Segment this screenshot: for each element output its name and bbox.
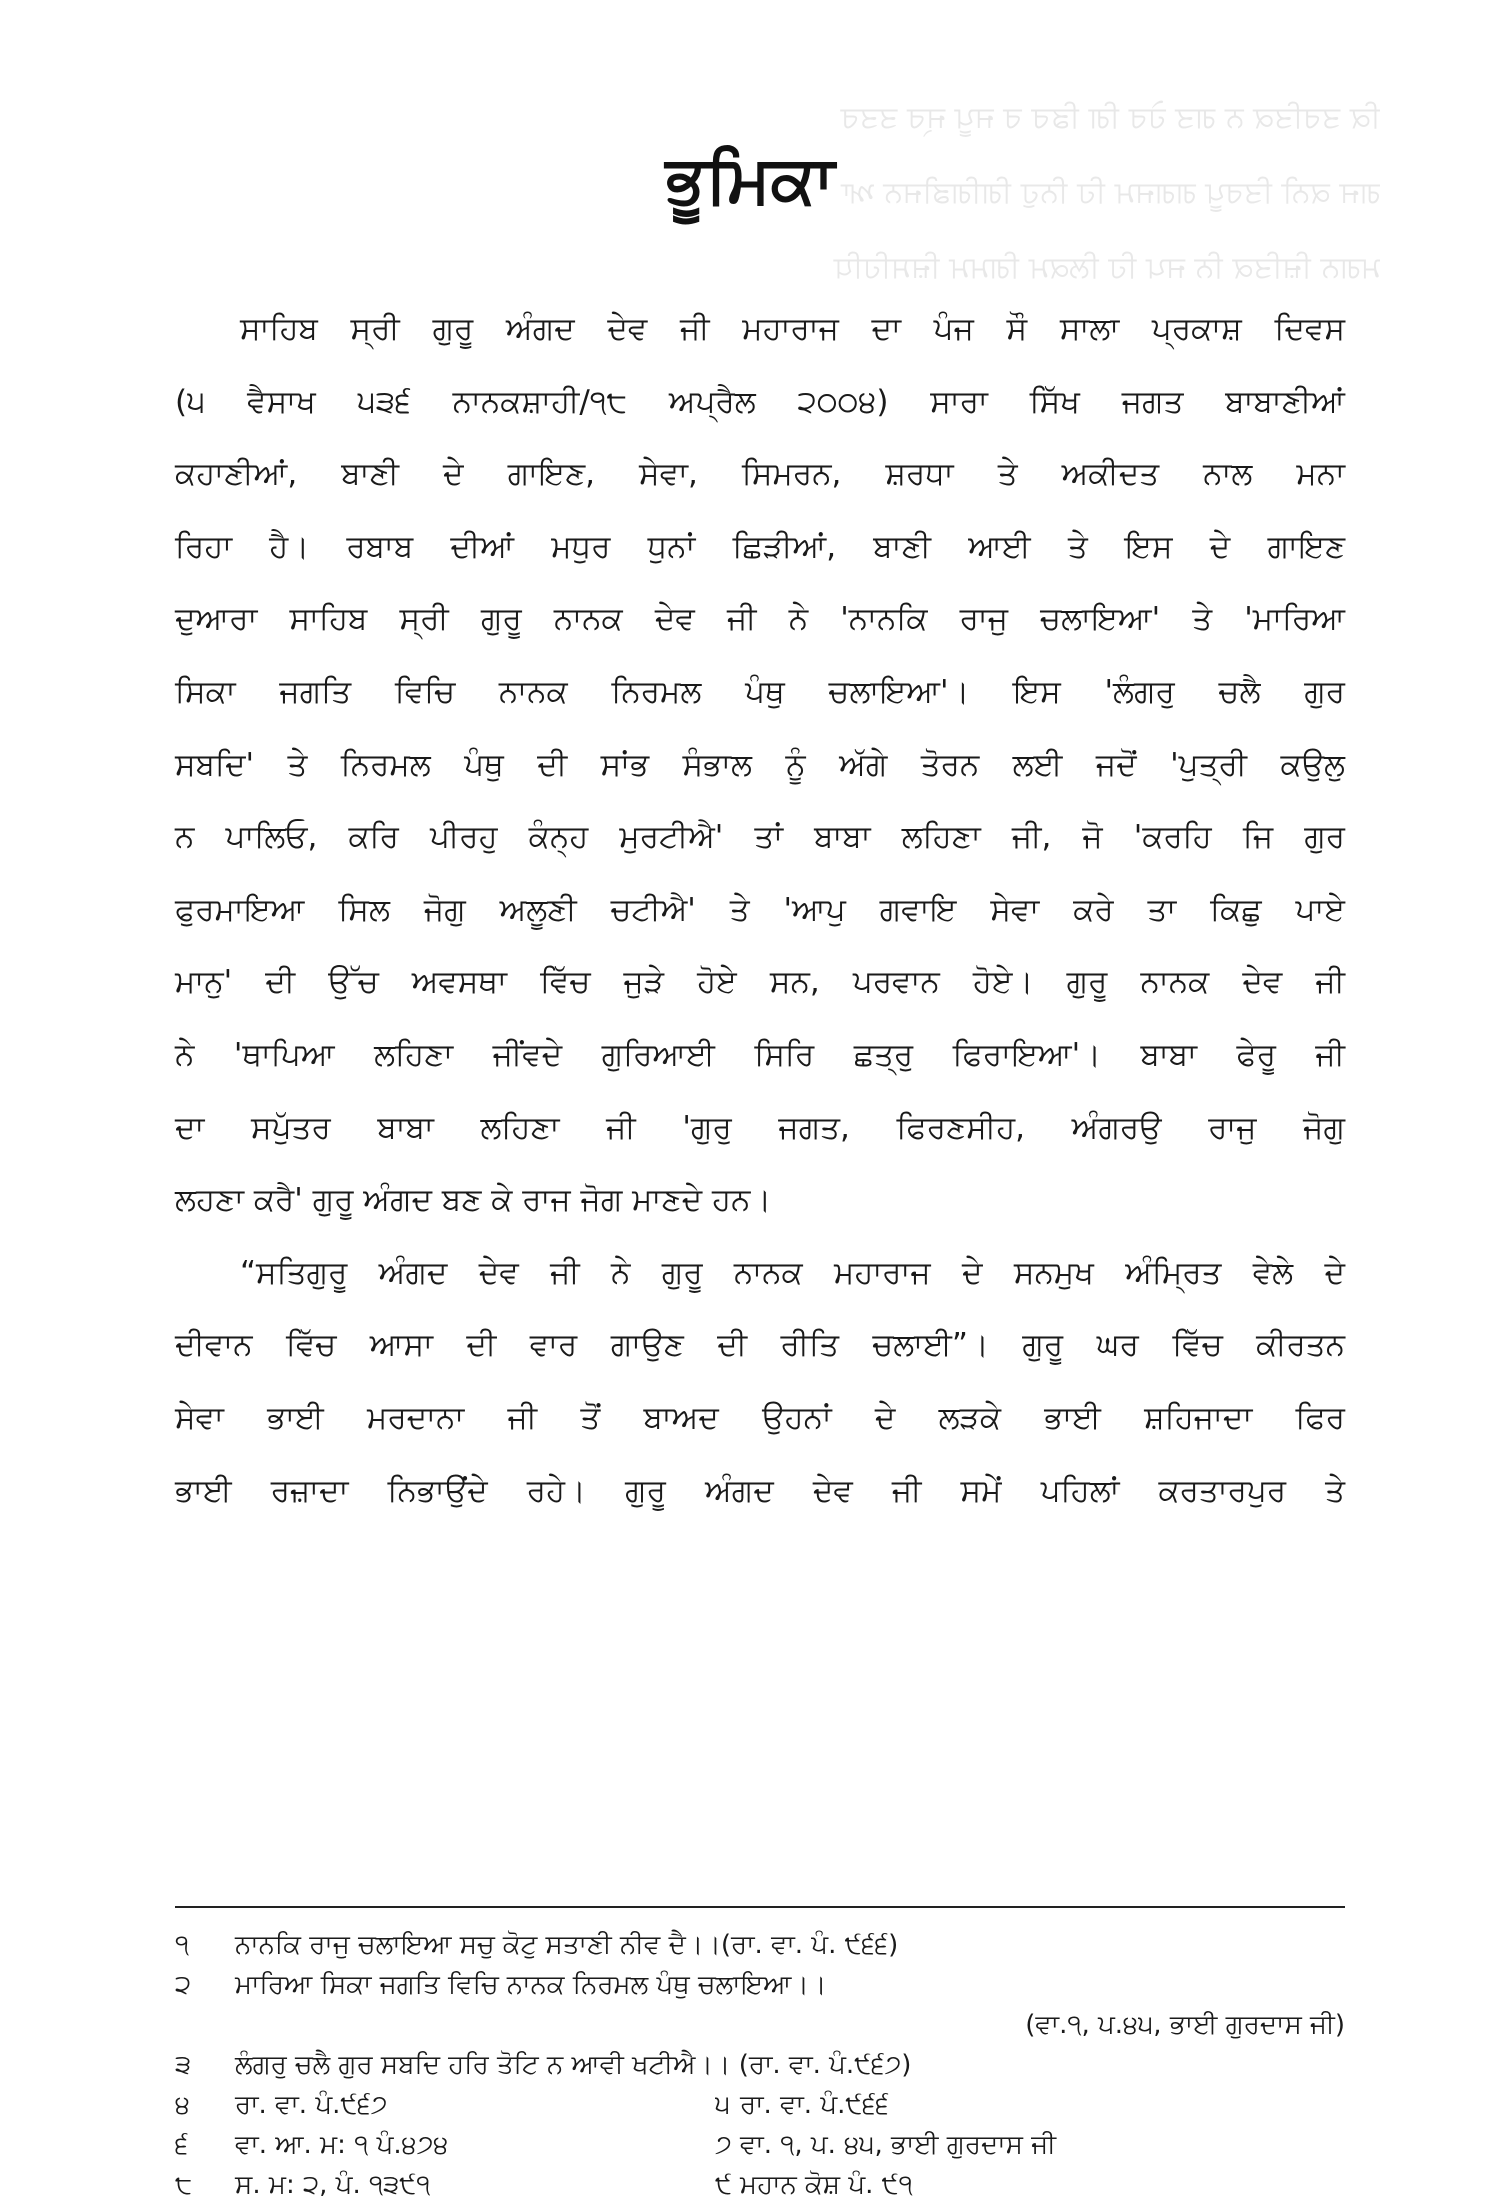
body-line: ਸੇਵਾ ਭਾਈ ਮਰਦਾਨਾ ਜੀ ਤੋਂ ਬਾਅਦ ਉਹਨਾਂ ਦੇ ਲੜਕੇ ਭਾਈ ਸ਼ਹਿਜਾਦਾ ਫਿਰ — [175, 1399, 1345, 1436]
footnote-number: ੯ — [715, 2170, 733, 2200]
footnote-number: ੭ — [715, 2130, 732, 2160]
body-line: ਸਾਹਿਬ ਸ੍ਰੀ ਗੁਰੂ ਅੰਗਦ ਦੇਵ ਜੀ ਮਹਾਰਾਜ ਦਾ ਪੰਜ ਸੌ ਸਾਲਾ ਪ੍ਰਕਾਸ਼ ਦਿਵਸ — [240, 311, 1345, 347]
body-line: “ਸਤਿਗੁਰੂ ਅੰਗਦ ਦੇਵ ਜੀ ਨੇ ਗੁਰੂ ਨਾਨਕ ਮਹਾਰਾਜ ਦੇ ਸਨਮੁਖ ਅੰਮ੍ਰਿਤ ਵੇਲੇ ਦੇ — [240, 1254, 1345, 1291]
body-line: ਭਾਈ ਰਜ਼ਾਦਾ ਨਿਭਾਉਂਦੇ ਰਹੇ। ਗੁਰੂ ਅੰਗਦ ਦੇਵ ਜੀ ਸਮੇਂ ਪਹਿਲਾਂ ਕਰਤਾਰਪੁਰ ਤੇ — [175, 1472, 1345, 1509]
footnote-number: ੨ — [175, 1970, 192, 2000]
footnote-7 — [715, 2125, 1056, 2165]
footnote-3 — [175, 2045, 1345, 2085]
body-line: ਸਿਕਾ ਜਗਤਿ ਵਿਚਿ ਨਾਨਕ ਨਿਰਮਲ ਪੰਥੁ ਚਲਾਇਆ'। ਇਸ 'ਲੰਗਰੁ ਚਲੈ ਗੁਰ — [175, 673, 1345, 710]
footnote-number: ੮ — [175, 2170, 193, 2200]
body-line: ਫੁਰਮਾਇਆ ਸਿਲ ਜੋਗੁ ਅਲੂਣੀ ਚਟੀਐ' ਤੇ 'ਆਪੁ ਗਵਾਇ ਸੇਵਾ ਕਰੇ ਤਾ ਕਿਛੁ ਪਾਏ — [175, 891, 1345, 928]
footnote-number: ੩ — [175, 2050, 192, 2080]
footnote-row-6-7 — [175, 2125, 1345, 2165]
footnote-9 — [715, 2165, 913, 2205]
footnote-text: ਵਾ. ੧, ਪ. ੪੫, ਭਾਈ ਗੁਰਦਾਸ ਜੀ — [740, 2130, 1057, 2160]
footnote-text: ਨਾਨਕਿ ਰਾਜੁ ਚਲਾਇਆ ਸਚੁ ਕੋਟੁ ਸਤਾਣੀ ਨੀਵ ਦੈ।।(ਰਾ. ਵਾ. ਪੰ. ੯੬੬) — [235, 1930, 899, 1960]
body-line: ਦੀਵਾਨ ਵਿੱਚ ਆਸਾ ਦੀ ਵਾਰ ਗਾਉਣ ਦੀ ਰੀਤਿ ਚਲਾਈ”। ਗੁਰੂ ਘਰ ਵਿੱਚ ਕੀਰਤਨ — [175, 1327, 1345, 1364]
body-line: ਦੁਆਰਾ ਸਾਹਿਬ ਸ੍ਰੀ ਗੁਰੂ ਨਾਨਕ ਦੇਵ ਜੀ ਨੇ 'ਨਾਨਕਿ ਰਾਜੁ ਚਲਾਇਆ' ਤੇ 'ਮਾਰਿਆ — [175, 601, 1345, 638]
footnote-text: ਮਹਾਨ ਕੋਸ਼ ਪੰ. ੯੧ — [740, 2170, 913, 2200]
footnote-text: ਰਾ. ਵਾ. ਪੰ.੯੬੭ — [235, 2090, 388, 2120]
footnotes — [175, 1925, 1345, 2205]
footnote-2 — [175, 1965, 1345, 2005]
body-line: (੫ ਵੈਸਾਖ ੫੩੬ ਨਾਨਕਸ਼ਾਹੀ/੧੮ ਅਪ੍ਰੈਲ ੨੦੦੪) ਸਾਰਾ ਸਿੱਖ ਜਗਤ ਬਾਬਾਣੀਆਂ — [175, 383, 1345, 420]
body-line: ਦਾ ਸਪੁੱਤਰ ਬਾਬਾ ਲਹਿਣਾ ਜੀ 'ਗੁਰੁ ਜਗਤ, ਫਿਰਣਸੀਹ, ਅੰਗਰਉ ਰਾਜੁ ਜੋਗੁ — [175, 1109, 1345, 1146]
body-line: ਮਾਨੁ' ਦੀ ਉੱਚ ਅਵਸਥਾ ਵਿੱਚ ਜੁੜੇ ਹੋਏ ਸਨ, ਪਰਵਾਨ ਹੋਏ। ਗੁਰੂ ਨਾਨਕ ਦੇਵ ਜੀ — [175, 964, 1345, 1001]
footnote-row-4-5 — [175, 2085, 1345, 2125]
bleed-line: ਕਿ ਤਰਤਿਕ ਨ ਗਤ ਹੇਰ ਗਿ ਡਿਰ ਰ ਜਪੂ ਜ੍ਰ ਤਤਰ — [840, 100, 1380, 135]
footnote-text: ਲੰਗਰੁ ਚਲੈ ਗੁਰ ਸਬਦਿ ਹਰਿ ਤੋਟਿ ਨ ਆਵੀ ਖਟੀਐ।। (ਰਾ. ਵਾ. ਪੰ.੯੬੭) — [235, 2050, 912, 2080]
footnote-number: ੫ — [715, 2090, 731, 2120]
footnote-row-8-9 — [175, 2165, 1345, 2205]
footnote-2-source — [175, 2005, 1345, 2045]
bleed-line: ਮਗਨ ਜ਼ਿਤਿਕ ਨਿ ਜਪ ਹਿ ਲਿਕਮ ਗਿਮਮ ਜ਼ਿਸਹਿਧਿ — [833, 250, 1380, 285]
body-line: ਨੇ 'ਥਾਪਿਆ ਲਹਿਣਾ ਜੀਂਵਦੇ ਗੁਰਿਆਈ ਸਿਰਿ ਛਤ੍ਰੁ ਫਿਰਾਇਆ'। ਬਾਬਾ ਫੇਰੂ ਜੀ — [175, 1036, 1345, 1073]
footnote-divider — [175, 1906, 1345, 1908]
footnote-1 — [175, 1925, 1345, 1965]
footnote-source: (ਵਾ.੧, ਪ.੪੫, ਭਾਈ ਗੁਰਦਾਸ ਜੀ) — [1025, 2010, 1345, 2040]
footnote-text: ਮਾਰਿਆ ਸਿਕਾ ਜਗਤਿ ਵਿਚਿ ਨਾਨਕ ਨਿਰਮਲ ਪੰਥੁ ਚਲਾਇਆ।। — [235, 1970, 827, 2000]
body-line: ਸਬਦਿ' ਤੇ ਨਿਰਮਲ ਪੰਥੁ ਦੀ ਸਾਂਭ ਸੰਭਾਲ ਨੂੰ ਅੱਗੇ ਤੋਰਨ ਲਈ ਜਦੋਂ 'ਪੁਤ੍ਰੀ ਕਉਲੁ — [175, 746, 1345, 783]
body-line: ਨ ਪਾਲਿਓ, ਕਰਿ ਪੀਰਹੁ ਕੰਨ੍ਹ ਮੁਰਟੀਐ' ਤਾਂ ਬਾਬਾ ਲਹਿਣਾ ਜੀ, ਜੋ 'ਕਰਹਿ ਜਿ ਗੁਰ — [175, 819, 1345, 856]
body-line: ਰਿਹਾ ਹੈ। ਰਬਾਬ ਦੀਆਂ ਮਧੁਰ ਧੁਨਾਂ ਛਿੜੀਆਂ, ਬਾਣੀ ਆਈ ਤੇ ਇਸ ਦੇ ਗਾਇਣ — [175, 528, 1345, 565]
footnote-number: ੧ — [175, 1930, 190, 1960]
footnote-number: ੬ — [175, 2130, 189, 2160]
footnote-5 — [715, 2085, 889, 2125]
body-line: ਲਹਣਾ ਕਰੈ' ਗੁਰੂ ਅੰਗਦ ਬਣ ਕੇ ਰਾਜ ਜੋਗ ਮਾਣਦੇ ਹਨ। — [175, 1182, 772, 1219]
footnote-text: ਵਾ. ਆ. ਮ: ੧ ਪੰ.੪੭੪ — [235, 2130, 449, 2160]
page-title: ਭੂਮਿਕਾ — [665, 141, 835, 218]
body-text — [175, 293, 1345, 1527]
body-line: ਕਹਾਣੀਆਂ, ਬਾਣੀ ਦੇ ਗਾਇਣ, ਸੇਵਾ, ਸਿਮਰਨ, ਸ਼ਰਧਾ ਤੇ ਅਕੀਦਤ ਨਾਲ ਮਨਾ — [175, 456, 1345, 493]
footnote-number: ੪ — [175, 2090, 190, 2120]
footnote-text: ਰਾ. ਵਾ. ਪੰ.੯੬੬ — [740, 2090, 889, 2120]
footnote-text: ਸ. ਮ: ੨, ਪੰ. ੧੩੯੧ — [235, 2170, 431, 2200]
bleed-line: ਗਜ ਕਨੀ ਤਿਰਪੂ ਗਗਜਮ ਹਿ ਨਿਹੁ ਗਿਗਿਡੀਜਨ ਆ — [841, 175, 1380, 210]
